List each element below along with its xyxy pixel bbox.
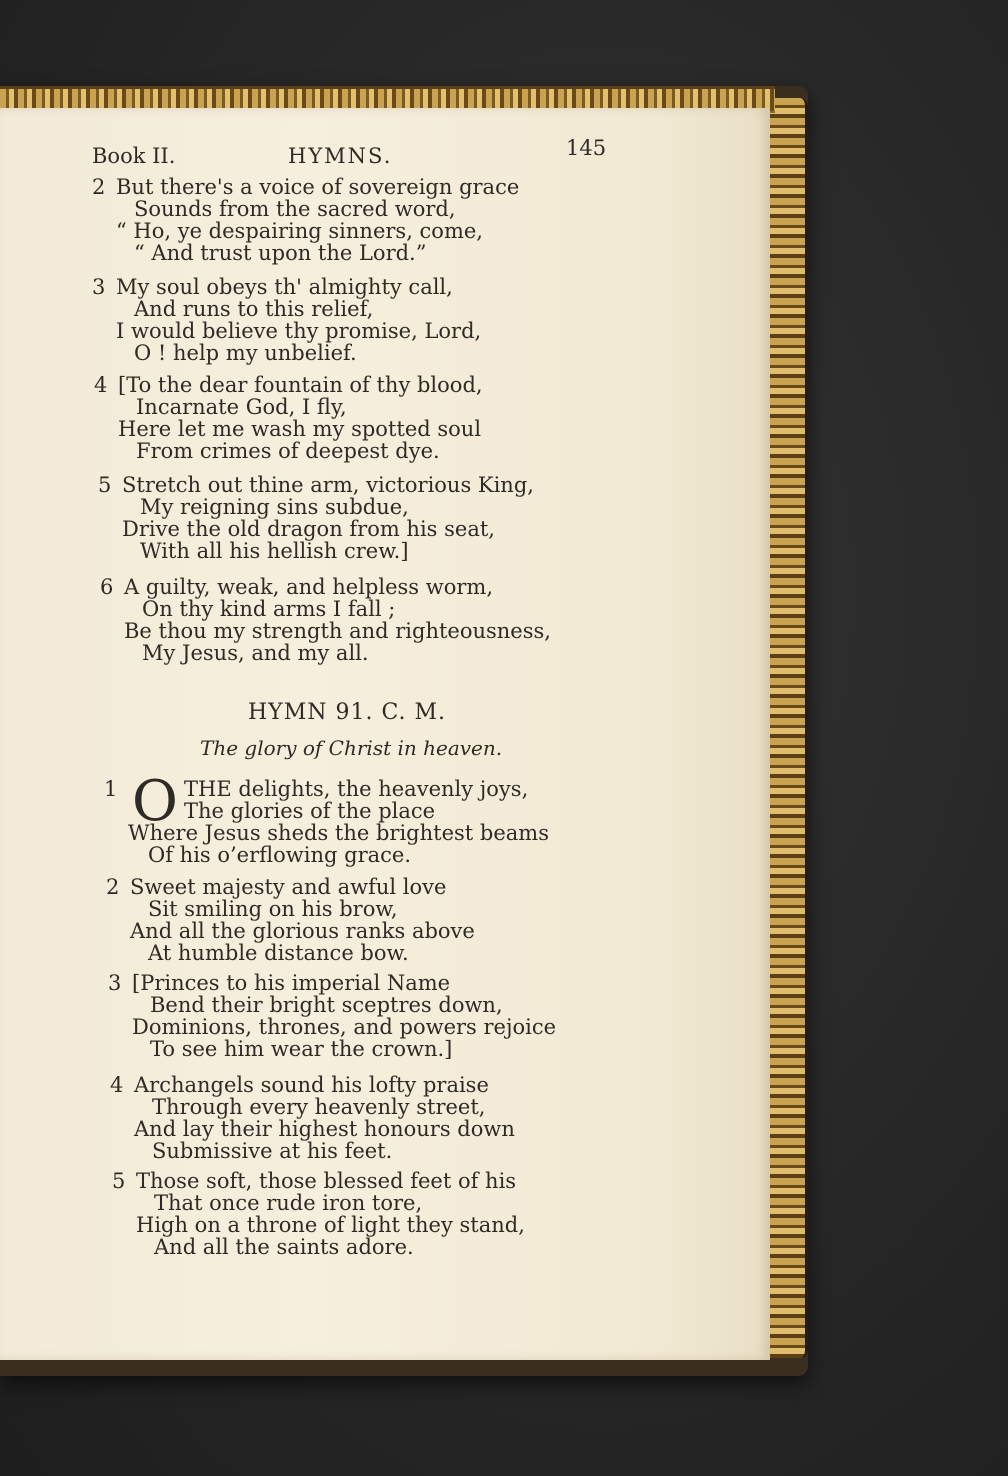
stanza (106, 876, 475, 964)
stanza-line: THE delights, the heavenly joys, (184, 777, 529, 801)
stanza-number: 4 (110, 1073, 124, 1097)
stanza-line: My Jesus, and my all. (142, 641, 369, 665)
stanza-line: [To the dear fountain of thy blood, (118, 373, 483, 397)
stanza-line: At humble distance bow. (148, 941, 409, 965)
stanza-line: My reigning sins subdue, (140, 495, 409, 519)
drop-cap: O (132, 769, 178, 834)
stanza-number: 3 (108, 971, 122, 995)
stanza-line: And runs to this relief, (134, 297, 374, 321)
stanza-line: Those soft, those blessed feet of his (136, 1169, 517, 1193)
stanza-line: The glories of the place (184, 799, 436, 823)
stanza-number: 5 (98, 473, 112, 497)
stanza-line: Dominions, thrones, and powers rejoice (132, 1015, 557, 1039)
stanza-line: But there's a voice of sovereign grace (116, 175, 520, 199)
stanza-line: To see him wear the crown.] (150, 1037, 453, 1061)
stanza-number: 4 (94, 373, 108, 397)
stanza-line-first (98, 474, 534, 496)
stanza-number: 2 (106, 875, 120, 899)
stanza-line: With all his hellish crew.] (140, 539, 409, 563)
stanza-line: [Princes to his imperial Name (132, 971, 451, 995)
book-label: Book II. (92, 144, 176, 168)
stanza (94, 374, 483, 462)
stanza (92, 276, 481, 364)
hymn-subtitle: The glory of Christ in heaven. (200, 736, 503, 760)
stanza-line: And lay their highest honours down (134, 1117, 515, 1141)
stanza-line-first (92, 276, 481, 298)
stanza-line: Sit smiling on his brow, (148, 897, 398, 921)
stanza-line: A guilty, weak, and helpless worm, (124, 575, 493, 599)
stanza (92, 176, 519, 264)
stanza-number: 1 (104, 777, 118, 801)
stanza-line: High on a throne of light they stand, (136, 1213, 525, 1237)
stanza-line: Here let me wash my spotted soul (118, 417, 482, 441)
stanza-line: Through every heavenly street, (152, 1095, 486, 1119)
stanza (110, 1074, 515, 1162)
stanza-line: I would believe thy promise, Lord, (116, 319, 482, 343)
stanza-line: My soul obeys th' almighty call, (116, 275, 453, 299)
stanza-line: O ! help my unbelief. (134, 341, 357, 365)
stanza-line: “ And trust upon the Lord.” (134, 241, 427, 265)
stanza-line: Sweet majesty and awful love (130, 875, 447, 899)
stanza-line-first (110, 1074, 515, 1096)
stanza-line: Where Jesus sheds the brightest beams (128, 821, 549, 845)
page-number: 145 (566, 136, 607, 160)
stanza (98, 474, 534, 562)
stanza-line-first (92, 176, 519, 198)
hymn-title: HYMN 91. C. M. (248, 700, 447, 725)
stanza-line: And all the glorious ranks above (130, 919, 475, 943)
stanza-line: Sounds from the sacred word, (134, 197, 456, 221)
stanza-line-first (100, 576, 551, 598)
stanza-line-first (94, 374, 483, 396)
stanza (108, 972, 556, 1060)
stanza-number: 6 (100, 575, 114, 599)
stanza-line: And all the saints adore. (154, 1235, 414, 1259)
stanza-line: Be thou my strength and righteousness, (124, 619, 551, 643)
stanza (104, 778, 549, 866)
stanza-line: Stretch out thine arm, victorious King, (122, 473, 534, 497)
stanza-line: From crimes of deepest dye. (136, 439, 440, 463)
stanza-line: On thy kind arms I fall ; (142, 597, 396, 621)
stanza-number: 2 (92, 175, 106, 199)
stanza-line-first (106, 876, 475, 898)
section-title: HYMNS. (288, 144, 393, 168)
stanza-line-first (112, 1170, 525, 1192)
stanza-number: 5 (112, 1169, 126, 1193)
stanza-line: Drive the old dragon from his seat, (122, 517, 495, 541)
stanza-line: Submissive at his feet. (152, 1139, 393, 1163)
stanza-number: 3 (92, 275, 106, 299)
stanza (112, 1170, 525, 1258)
stanza-line: Bend their bright sceptres down, (150, 993, 503, 1017)
stanza (100, 576, 551, 664)
stanza-line-first (108, 972, 556, 994)
stanza-line: Archangels sound his lofty praise (134, 1073, 489, 1097)
stanza-line: “ Ho, ye despairing sinners, come, (116, 219, 483, 243)
stanza-line: Incarnate God, I fly, (136, 395, 347, 419)
stanza-line: Of his o’erflowing grace. (148, 843, 411, 867)
stanza-line-first (104, 778, 549, 800)
stanza-line: That once rude iron tore, (154, 1191, 423, 1215)
